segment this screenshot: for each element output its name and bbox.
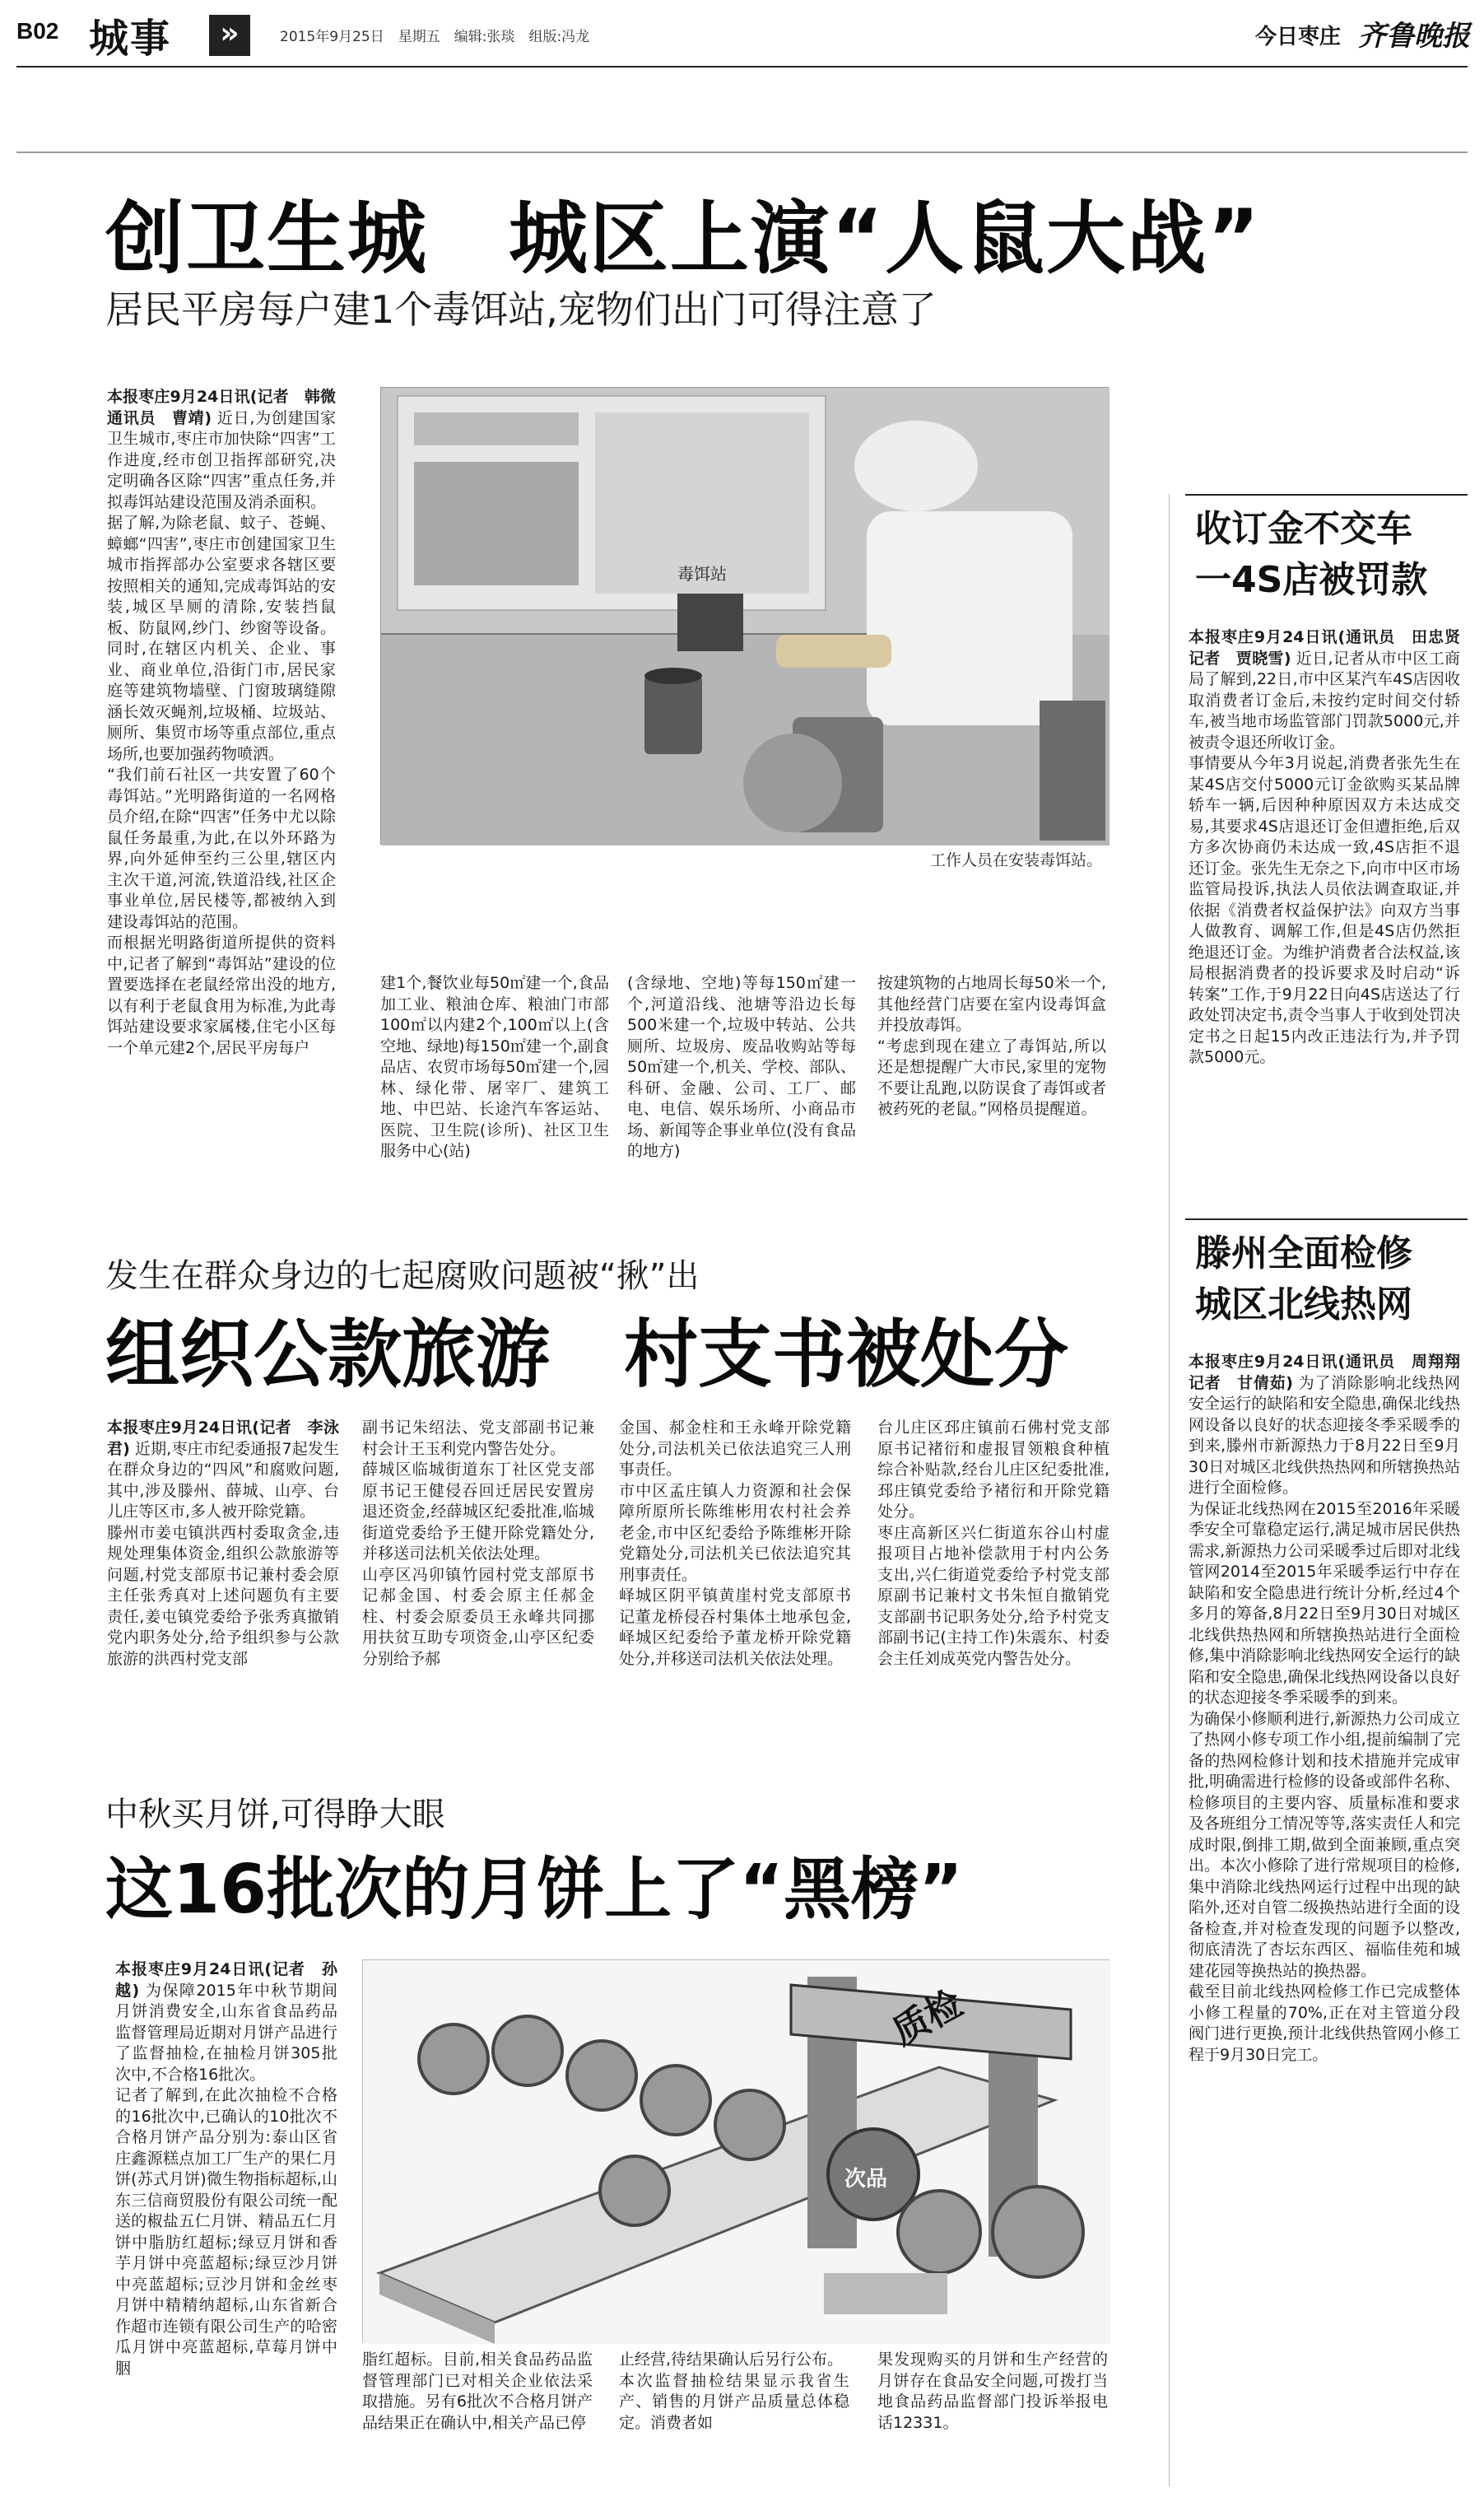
story1-column-2: 建1个,餐饮业每50㎡建一个,食品加工业、粮油仓库、粮油门市部100㎡以内建2个,100㎡以上(含空地、绿地)每150㎡建一个,副食品店、农贸市场每50㎡建一个,园林、绿化带、屠宰厂、建筑工地、中巴站、长途汽车客运站、医院、卫生院(诊所)、社区卫生服务中心(站) <box>380 974 609 1160</box>
sidebar2-top-rule <box>1185 1218 1468 1220</box>
story1-col1-text: 近日,为创建国家卫生城市,枣庄市加快除“四害”工作进度,经市创卫指挥部研究,决定明确各区除“四害”重点任务,并拟毒饵站建设范围及消杀面积。 据了解,为除老鼠、蚊子、苍蝇、蟑螂“四害”,枣庄市创建国家卫生城市指挥部办公室要求各辖区要按照相关的通知,完成毒饵站的安装,城区旱厕的清除,安装挡鼠板、防鼠网,纱门、纱窗等设备。同时,在辖区内机关、企业、事业、商业单位,沿街门市,居民家庭等建筑物墙壁、门窗玻璃缝隙涵长效灭蝇剂,垃圾桶、垃圾站、厕所、集贸市场等重点部位,重点场所,也要加强药物喷洒。 “我们前石社区一共安置了60个毒饵站。”光明路街道的一名网格员介绍,在除“四害”任务中尤以除鼠任务最重,为此,在以外环路为界,向外延伸至约三公里,辖区内主次干道,河流,铁道沿线,社区企事业单位,居民楼等,都被纳入到建设毒饵站的范围。 而根据光明路街道所提供的资料中,记者了解到“毒饵站”建设的位置要选择在老鼠经常出没的地方,以有利于老鼠食用为标准,为此毒饵站建设要求家属楼,住宅小区每一个单元建2个,居民平房每户 <box>107 408 337 1057</box>
story1-column-3: (含绿地、空地)等每150㎡建一个,河道沿线、池塘等沿边长每500米建一个,垃圾中转站、公共厕所、垃圾房、废品收购站等每50㎡建一个,机关、学校、部队、科研、金融、公司、工厂、邮电、电信、娱乐场所、小商品市场、新闻等企事业单位(没有食品的地方) <box>627 974 856 1160</box>
story2-column-1: 本报枣庄9月24日讯(记者 李泳君) 近期,枣庄市纪委通报7起发生在群众身边的“四风”和腐败问题,其中,涉及滕州、薛城、山亭、台儿庄等区市,多人被开除党籍。 滕州市姜屯镇洪西村委取贪金,违规处理集体资金,组织公款旅游等问题,村党支部原书记兼村委会原主任张秀真对上述问题负有主要责任,姜屯镇党委给予张秀真撤销党内职务处分,给予组织参与公款旅游的洪西村党支部 <box>107 1419 339 1668</box>
story1-column-4: 按建筑物的占地周长每50米一个,其他经营门店要在室内设毒饵盒并投放毒饵。 “考虑到现在建立了毒饵站,所以还是想提醒广大市民,家里的宠物不要让乱跑,以防误食了毒饵或者被药死的老鼠。”网格员提醒道。 <box>877 974 1106 1118</box>
worker-installing-bait-station-image <box>381 388 1110 846</box>
story3-kicker: 中秋买月饼,可得睁大眼 <box>105 1796 445 1833</box>
top-divider <box>16 151 1468 153</box>
story3-column-3: 止经营,待结果确认后另行公布。 本次监督抽检结果显示我省生产、销售的月饼产品质量总体稳定。消费者如 <box>619 2350 849 2432</box>
cartoon-gate-label: 质检 <box>886 1982 970 2054</box>
story1-photo-caption: 工作人员在安装毒饵站。 <box>930 851 1103 869</box>
issue-meta: 2015年9月25日 星期五 编辑:张琰 组版:冯龙 <box>280 29 590 45</box>
section-name: 城事 <box>89 16 172 62</box>
story1-photo <box>380 387 1109 845</box>
sidebar2-title-line2: 城区北线热网 <box>1195 1283 1412 1325</box>
story2-title: 组织公款旅游 村支书被处分 <box>105 1311 1068 1398</box>
edition-name: 今日枣庄 <box>1255 25 1342 49</box>
story1-dateline: 本报枣庄9月24日讯(记者 韩微 通讯员 曹靖) <box>107 388 352 427</box>
sidebar2-title-line1: 滕州全面检修 <box>1195 1232 1412 1274</box>
photo-sign-text: 毒饵站 <box>677 564 727 584</box>
cartoon-reject-label: 次品 <box>844 2167 888 2192</box>
column-divider <box>1169 494 1170 2486</box>
story3-column-2: 脂红超标。目前,相关食品药品监督管理部门已对相关企业依法采取措施。另有6批次不合格月饼产品结果正在确认中,相关产品已停 <box>362 2350 593 2432</box>
mooncake-inspection-cartoon <box>363 1960 1110 2344</box>
sidebar1-title-line2: 一4S店被罚款 <box>1195 559 1428 601</box>
header-rule <box>16 66 1468 68</box>
sidebar2-body: 本报枣庄9月24日讯(通讯员 周翔翔 记者 甘倩茹) 为了消除影响北线热网安全运行的缺陷和安全隐患,确保北线热网设备以良好的状态迎接冬季采暖季的到来,滕州市新源热力于8月22日至9月30日对城区北线供热热网和所辖换热站进行全面检修。 为保证北线热网在2015至2016年采暖季安全可靠稳定运行,满足城市居民供热需求,新源热力公司采暖季过后即对北线管网2014至2015年采暖季运行中存在缺陷和安全隐患进行统计分析,经过4个多月的筹备,8月22日至9月30日对城区北线供热热网和所辖换热站进行全面检修,集中消除影响北线热网安全运行的缺陷和安全隐患,确保北线热网设备以良好的状态迎接冬季采暖季的到来。 为确保小修顺利进行,新源热力公司成立了热网小修专项工作小组,提前编制了完备的热网检修计划和技术措施并完成审批,明确需进行检修的设备或部件名称、检修项目的主要内容、质量标准和要求及各班组分工情况等等,落实责任人和完成时限,倒排工期,做到全面兼顾,重点突出。本次小修除了进行常规项目的检修,集中消除北线热网运行过程中出现的缺陷外,还对自管二级换热站进行全面的设备检查,并对检查发现的问题予以整改,彻底清洗了杏坛东西区、福临佳苑和城建花园等换热站的换热器。 截至目前北线热网检修工作已完成整体小修工程量的70%,正在对主管道分段阀门进行更换,预计北线供热管网小修工程于9月30日完工。 <box>1189 1353 1477 2064</box>
story2-kicker: 发生在群众身边的七起腐败问题被“揪”出 <box>105 1257 700 1295</box>
story3-column-1: 本报枣庄9月24日讯(记者 孙越) 为保障2015年中秋节期间月饼消费安全,山东省食品药品监督管理局近期对月饼产品进行了监督抽检,在抽检月饼305批次中,不合格16批次。 记者了解到,在此次抽检不合格的16批次中,已确认的10批次不合格月饼产品分别为:泰山区省庄鑫源糕点加工厂生产的果仁月饼(苏式月饼)微生物指标超标,山东三信商贸股份有限公司统一配送的椒盐五仁月饼、精品五仁月饼中脂肪红超标;绿豆月饼和香芋月饼中亮蓝超标;绿豆沙月饼中亮蓝超标;豆沙月饼和金丝枣月饼中精精纳超标,山东省新合作超市连锁有限公司生产的哈密瓜月饼中亮蓝超标,草莓月饼中胭 <box>115 1960 337 2378</box>
story1-title: 创卫生城 城区上演“人鼠大战” <box>105 193 1262 285</box>
brand-logo: 齐鲁晚报 <box>1358 20 1470 53</box>
page-number: B02 <box>16 18 59 44</box>
story2-column-4: 台儿庄区邳庄镇前石佛村党支部原书记褚衍和虚报冒领粮食种植综合补贴款,经台儿庄区纪委批准,邳庄镇党委给予褚衍和开除党籍处分。 枣庄高新区兴仁街道东谷山村虚报项目占地补偿款用于村内公务支出,兴仁街道党委给予村党支部原副书记兼村文书朱恒自撤销党支部副书记职务处分,给予村党支部副书记(主持工作)朱震东、村委会主任刘成英党内警告处分。 <box>877 1419 1110 1668</box>
story1-subtitle: 居民平房每户建1个毒饵站,宠物们出门可得注意了 <box>105 287 937 332</box>
sidebar1-top-rule <box>1185 494 1468 496</box>
story1-column-1 <box>107 387 352 1194</box>
sidebar1-title-line1: 收订金不交车 <box>1195 508 1412 550</box>
page-header <box>0 0 1484 82</box>
story3-title: 这16批次的月饼上了“黑榜” <box>105 1851 963 1929</box>
story3-column-4: 果发现购买的月饼和生产经营的月饼存在食品安全问题,可拨打当地食品药品监督部门投诉举报电话12331。 <box>877 2350 1108 2432</box>
section-arrow-icon: » <box>209 15 250 56</box>
story2-column-3: 金国、郝金柱和王永峰开除党籍处分,司法机关已依法追究三人刑事责任。 市中区孟庄镇人力资源和社会保障所原所长陈维彬用农村社会养老金,市中区纪委给予陈维彬开除党籍处分,司法机关已依法追究其刑事责任。 峄城区阴平镇黄崖村党支部原书记董龙桥侵吞村集体土地承包金,峄城区纪委给予董龙桥开除党籍处分,并移送司法机关依法处理。 <box>619 1419 851 1668</box>
story2-column-2: 副书记朱绍法、党支部副书记兼村会计王玉利党内警告处分。 薛城区临城街道东丁社区党支部原书记王健侵吞回迁居民安置房退还资金,经薛城区纪委批准,临城街道党委给予王健开除党籍处分,并移送司法机关依法处理。 山亭区冯卯镇竹园村党支部原书记郝金国、村委会原主任郝金柱、村委会原委员王永峰共同挪用扶贫互助专项资金,山亭区纪委分别给予郝 <box>362 1419 594 1668</box>
story3-cartoon <box>362 1959 1110 2343</box>
sidebar1-body: 本报枣庄9月24日讯(通讯员 田忠贤 记者 贾晓雪) 近日,记者从市中区工商局了解到,22日,市中区某汽车4S店因收取消费者订金后,未按约定时间交付轿车,被当地市场监管部门罚款5000元,并被责令退还所收订金。 事情要从今年3月说起,消费者张先生在某4S店交付5000元订金欲购买某品牌轿车一辆,后因种种原因双方未达成交易,其要求4S店退还订金但遭拒绝,后双方多次协商仍未达成一致,4S店拒不退还订金。张先生无奈之下,向市中区市场监管局投诉,执法人员依法调查取证,并依据《消费者权益保护法》向双方当事人做教育、调解工作,但是4S店仍然拒绝退还订金。为维护消费者合法权益,该局根据消费者的投诉要求及时启动“诉转案”工作,于9月22日向4S店送达了行政处罚决定书,责令当事人于收到处罚决定书之日起15内改正违法行为,并予罚款5000元。 <box>1189 628 1477 1066</box>
